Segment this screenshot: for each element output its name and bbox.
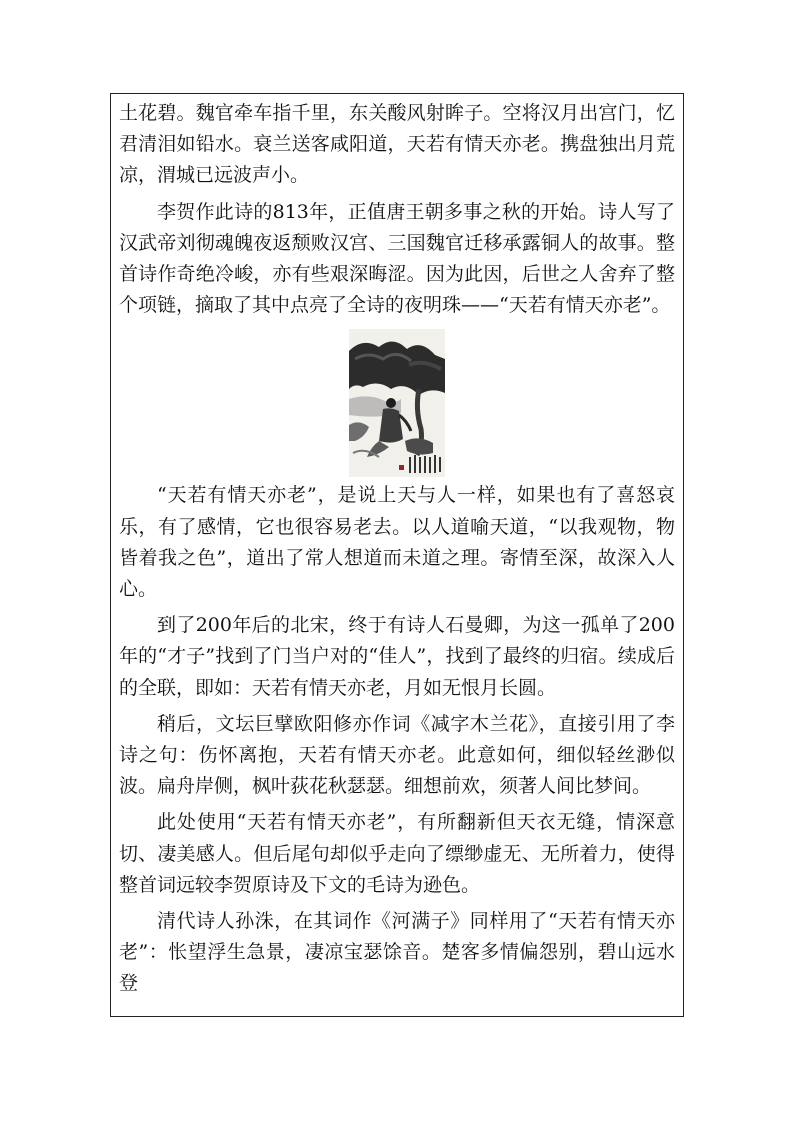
text-frame: [110, 93, 684, 1017]
paragraph-northern-song: 到了200年后的北宋，终于有诗人石曼卿，为这一孤单了200年的“才子”找到了门当户对的“佳人”，找到了最终的归宿。续成后的全联，即如：天若有情天亦老，月如无恨月长圆。: [119, 614, 675, 699]
illustration-container: [119, 329, 675, 478]
paragraph-usage-commentary: 此处使用“天若有情天亦老”，有所翻新但天衣无缝，情深意切、凄美感人。但后尾句却似乎走向了缥缈虚无、无所着力，使得整首词远较李贺原诗及下文的毛诗为逊色。: [119, 811, 675, 896]
article-body: [119, 98, 675, 1000]
paragraph-qing-poet: 清代诗人孙洙，在其词作《河满子》同样用了“天若有情天亦老”：怅望浮生急景，凄凉宝瑟馀音。楚客多情偏怨别，碧山远水登: [119, 910, 675, 995]
paragraph-meaning-explanation: “天若有情天亦老”，是说上天与人一样，如果也有了喜怒哀乐，有了感情，它也很容易老去。以人道喻天道，“以我观物，物皆着我之色”，道出了常人想道而未道之理。寄情至深，故深入人心。: [119, 484, 675, 601]
paragraph-poem-continuation: 土花碧。魏官牵车指千里，东关酸风射眸子。空将汉月出宫门，忆君清泪如铅水。衰兰送客咸阳道，天若有情天亦老。携盘独出月荒凉，渭城已远波声小。: [119, 102, 675, 187]
paragraph-ouyang-xiu: 稍后，文坛巨擘欧阳修亦作词《减字木兰花》，直接引用了李诗之句：伤怀离抱，天若有情天亦老。此意如何，细似轻丝渺似波。扁舟岸侧，枫叶荻花秋瑟瑟。细想前欢，须著人间比梦间。: [119, 712, 675, 798]
paragraph-li-he-background: 李贺作此诗的813年，正值唐王朝多事之秋的开始。诗人写了汉武帝刘彻魂魄夜返颓败汉宫、三国魏官迁移承露铜人的故事。整首诗作奇绝冷峻，亦有些艰深晦涩。因为此因，后世之人舍弃了整个项链，摘取了其中点亮了全诗的夜明珠——“天若有情天亦老”。: [119, 200, 675, 317]
ink-painting-image: [349, 329, 445, 477]
